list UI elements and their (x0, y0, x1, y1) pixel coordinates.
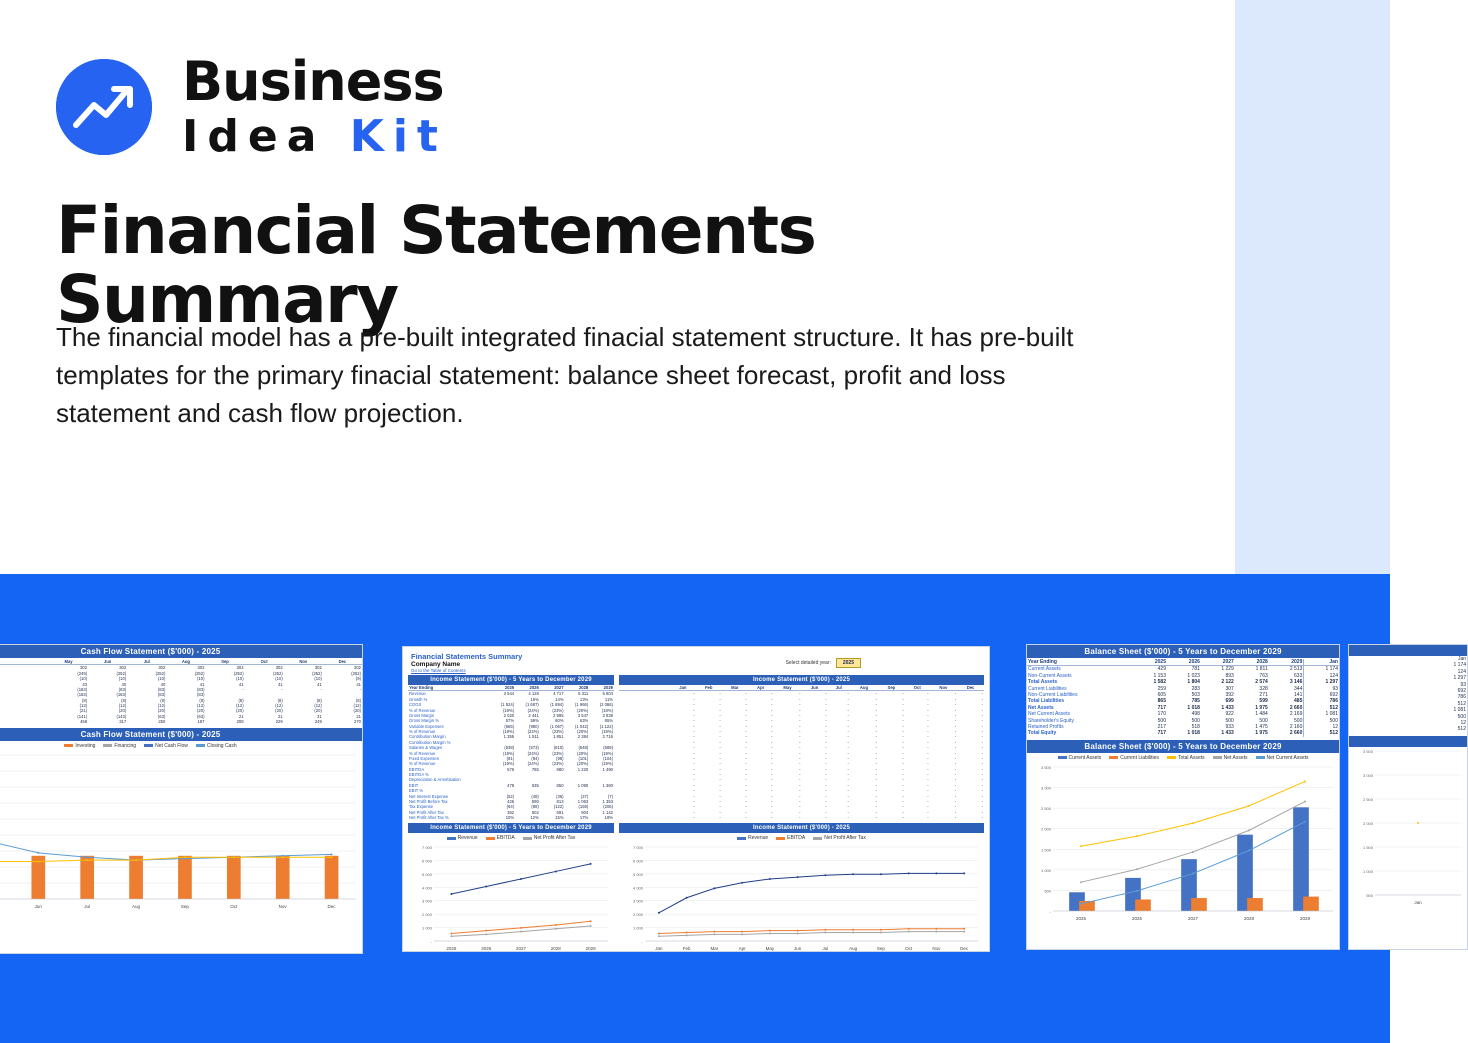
cash-flow-sheet-preview[interactable]: Cash Flow Statement ($'000) - 2025 May Jun Jul Aug Sep Oct Nov Dec 302 302 302 302 302 302 302 302 (249) (252) (252) (252) (252) (252) (252) (252) (10) (10) (10) (10) (10) (10) (10) (9) 43 40 40 41 41 41 41 41 (163) (83) (83) (83) - - - - (163) (163) (83) (83) (8) (8) (8) (8) (8) (8) (8) (8) (13) (12) (12) (12) (12) (12) (12) (12) (21) (20) (20) (20) (20) (20) (20) (20) (141) (143) (63) (63) 21 21 21 21 458 317 250 187 208 229 249 270 Cash Flow Statement ($'000) - 2025 Investing Financing Net Cash Flow Closing Cash Jun Jul Aug Sep Oct Nov Dec (0, 644, 363, 954)
svg-text:6 000: 6 000 (421, 858, 432, 864)
sheet1-title: Cash Flow Statement ($'000) - 2025 (0, 645, 362, 658)
svg-text:Dec: Dec (960, 946, 969, 952)
svg-text:2026: 2026 (481, 946, 492, 952)
brand-name-line1: Business (182, 50, 444, 113)
svg-text:2 000: 2 000 (632, 912, 643, 918)
page-title: Financial Statements Summary (56, 192, 816, 339)
svg-text:Nov: Nov (278, 903, 287, 909)
brand-logo (56, 50, 447, 162)
svg-text:2025: 2025 (1075, 915, 1087, 921)
sheet2-annual-chart (408, 843, 614, 953)
svg-text:2025: 2025 (446, 946, 457, 952)
svg-text:Aug: Aug (849, 946, 858, 952)
legend-item: Current Liabilities (1109, 755, 1159, 761)
svg-text:1 500: 1 500 (1040, 846, 1051, 852)
svg-text:3 000: 3 000 (1040, 785, 1051, 791)
legend-item: Revenue (447, 835, 478, 841)
svg-text:Jun: Jun (34, 903, 42, 909)
svg-text:1 000: 1 000 (421, 925, 432, 931)
svg-text:Mar: Mar (710, 946, 719, 952)
svg-text:4 000: 4 000 (632, 885, 643, 891)
svg-text:4 000: 4 000 (421, 885, 432, 891)
svg-text:2028: 2028 (1243, 915, 1255, 921)
svg-text:3 000: 3 000 (421, 899, 432, 905)
svg-text:Dec: Dec (327, 903, 336, 909)
svg-text:3 000: 3 000 (1362, 772, 1373, 778)
svg-text:2029: 2029 (585, 946, 596, 952)
sheet3-chart-legend (1027, 753, 1339, 763)
svg-text:2028: 2028 (550, 946, 561, 952)
sheet2-toc-link[interactable]: Go to the Table of Contents (411, 668, 466, 673)
legend-item: Current Assets (1058, 755, 1102, 761)
svg-text:5 000: 5 000 (421, 872, 432, 878)
svg-text:2 000: 2 000 (1362, 820, 1373, 826)
sheet3-chart (1027, 763, 1339, 923)
svg-text:Apr: Apr (738, 946, 746, 952)
svg-text:2029: 2029 (1299, 915, 1311, 921)
svg-text:2 000: 2 000 (421, 912, 432, 918)
legend-item: EBITDA (776, 835, 805, 841)
sheet2-doc-title: Financial Statements Summary (411, 652, 523, 661)
svg-text:1 000: 1 000 (1362, 868, 1373, 874)
sheet2-annual-chart-legend (408, 833, 614, 843)
svg-text:-: - (641, 939, 643, 945)
sheet1-chart-legend (0, 741, 362, 751)
svg-text:Jan: Jan (655, 946, 663, 952)
legend-item: EBITDA (486, 835, 515, 841)
balance-sheet-preview[interactable]: Balance Sheet ($'000) - 5 Years to December 2029 Year Ending 2025 2026 2027 2028 2029 Jan Current Assets 429 781 1 229 1 811 2 513 1 174 Non-Current Assets 1 153 1 023 893 763 633 124 Total Assets 1 582 1 804 2 122 2 574 3 146 1 297 Current Liabilities 259 283 307 328 344 93 Non-Current Liabilities 605 503 392 271 141 692 Total Liabilities 865 785 699 599 485 786 Net Assets 717 1 018 1 433 1 975 2 660 512 Net Current Assets 170 498 922 1 484 2 169 1 081 Shareholder's Equity 500 500 500 500 500 500 Retained Profits 217 518 933 1 475 2 160 12 Total Equity 717 1 018 1 433 1 975 2 660 512 Balance Sheet ($'000) - 5 Years to December 2029 Current Assets Current Liabilities Total Assets Net Assets Net Current Assets 3 500 3 000 2 500 2 000 1 500 1 000 500 - 2025 2026 2027 2028 2029 (1026, 644, 1340, 950)
svg-text:2027: 2027 (515, 946, 527, 952)
sheet1-chart (0, 751, 362, 911)
svg-text:-: - (1049, 908, 1051, 914)
svg-text:Oct: Oct (230, 903, 238, 909)
svg-text:Nov: Nov (932, 946, 941, 952)
svg-text:Sep: Sep (876, 946, 885, 952)
svg-text:3 000: 3 000 (632, 899, 643, 905)
svg-text:1 500: 1 500 (1362, 844, 1373, 850)
svg-text:Jul: Jul (822, 946, 829, 952)
sheet2-monthly-chart-legend (619, 833, 984, 843)
svg-text:Sep: Sep (180, 903, 189, 909)
legend-item: Net Profit After Tax (813, 835, 866, 841)
right-accent-panel (1235, 0, 1390, 574)
sheet2-year-select[interactable]: 2025 (836, 658, 861, 668)
legend-item: Total Assets (1167, 755, 1205, 761)
sheet2-monthly-chart-title: Income Statement ($'000) - 2025 (619, 823, 984, 833)
svg-text:2 500: 2 500 (1040, 805, 1051, 811)
brand-name-idea: Idea (182, 111, 326, 162)
svg-text:-: - (430, 939, 432, 945)
svg-text:1 000: 1 000 (1040, 867, 1051, 873)
svg-text:7 000: 7 000 (421, 845, 432, 851)
svg-text:500: 500 (1044, 888, 1051, 894)
svg-text:Aug: Aug (132, 903, 141, 909)
growth-arrow-icon (56, 59, 152, 155)
svg-text:3 500: 3 500 (1362, 748, 1373, 754)
legend-item: Investing (64, 743, 95, 749)
sheet2-annual-is-title: Income Statement ($'000) - 5 Years to December 2029 (408, 675, 614, 685)
svg-text:Jun: Jun (793, 946, 802, 952)
sheet2-monthly-chart (619, 843, 984, 953)
legend-item: Net Assets (1213, 755, 1248, 761)
sheet3-chart-title: Balance Sheet ($'000) - 5 Years to December 2029 (1027, 740, 1339, 753)
svg-text:500: 500 (1366, 892, 1373, 898)
svg-text:2 500: 2 500 (1362, 796, 1373, 802)
svg-text:5 000: 5 000 (632, 872, 643, 878)
sheet4-chart (1349, 747, 1467, 907)
svg-text:Feb: Feb (682, 946, 691, 952)
svg-text:6 000: 6 000 (632, 858, 643, 864)
legend-item: Revenue (737, 835, 768, 841)
legend-item: Net Current Assets (1256, 755, 1309, 761)
sheet2-annual-chart-title: Income Statement ($'000) - 5 Years to December 2029 (408, 823, 614, 833)
brand-name-kit: Kit (349, 111, 447, 162)
legend-item: Financing (103, 743, 136, 749)
svg-text:2 000: 2 000 (1040, 826, 1051, 832)
sheet1-chart-title: Cash Flow Statement ($'000) - 2025 (0, 728, 362, 741)
financial-statements-summary-sheet[interactable]: Financial Statements Summary Company Name Go to the Table of Contents Select detailed year: 2025 Income Statement ($'000) - 5 Years to December 2029 Year Ending 2025 2026 2027 2028 2029 Revenue 3 544 4 128 4 717 5 311 5 904 Growth % 16% 14% 13% 11% COGS (1 524) (1 687) (1 894) (1 966) (2 066) % of Revenue (19%) (24%) (23%) (20%) (19%) Gross Margin 2 020 2 441 2 985 3 547 3 838 Gross Margin % 57% 59% 60% 63% 65% Variable Expenses (665) (980) (1 067) (1 042) (1 122) % of Revenue (19%) (24%) (23%) (20%) (19%) Contribution Margin 1 355 1 511 1 851 2 384 2 716 Contribution Margin % Salaries & Wages (538) (573) (610) (648) (689) % of Revenue (19%) (24%) (23%) (20%) (19%) Fixed Expenses (91) (94) (98) (101) (104) % of Revenue (19%) (24%) (23%) (20%) (19%) EBITDA 576 765 980 1 220 1 490 EBITDA % Depreciation & Amortisation EBIT 478 635 850 1 090 1 360 EBIT % Net Interest Expense (52) (48) (36) (27) (7) Net Profit Before Tax 426 590 813 1 063 1 353 Tax Expense (64) (88) (122) (159) (206) Net Profit After Tax 362 502 691 904 1 142 Net Profit After Tax % 10% 12% 15% 17% 19% Income Statement ($'000) - 2025 Jan Feb Mar Apr May Jun Jul Aug Sep Oct Nov Dec - - - - - - - - - - - - - - - - - - - - - - - - - - - - - - - - - - - - - - - - - - - - - - - - - - - - - - - - - - - - - - - - - - - - - - - - - - - - - - - - - - - - - - - - - - - - - - - - - - - - - - - - - - - - - - - - - - - - - - - - - - - - - - - - - - - - - - - - - - - - - - - - - - - - - - - - - - - - - - - - - - - - - - - - - - - - - - - - - - - - - - - - - - - - - - - - - - - - - - - - - - - - - - - - - - - - - - - - - - - - - - - - - - - - - - - - - - - - - - - - - - - - - - - - - - - - - - - - - - - - - - - - - - - - - - - - - - - - - - - - - - - - - - - - Income Statement ($'000) - 5 Years to December 2029 Revenue EBITDA Net Profit After Tax 7 000 6 000 5 000 4 000 3 000 2 000 1 000 - 2025 2026 2027 2028 2029 Income Statement ($'000) - 2025 Revenue EBITDA Net Profit After Tax 7 000 6 000 5 000 4 000 3 000 2 000 1 000 - Jan Feb Mar Apr May Jun Jul Aug Sep Oct Nov Dec (402, 646, 990, 952)
sheet2-monthly-is-title: Income Statement ($'000) - 2025 (619, 675, 984, 685)
sheet3-title: Balance Sheet ($'000) - 5 Years to December 2029 (1027, 645, 1339, 658)
legend-item: Net Cash Flow (144, 743, 188, 749)
svg-text:2027: 2027 (1187, 915, 1199, 921)
svg-text:Oct: Oct (905, 946, 913, 952)
svg-text:2026: 2026 (1131, 915, 1143, 921)
page-description: The financial model has a pre-built integrated finacial statement structure. It has pre-built templates for the primary finacial statement: balance sheet forecast, profit and loss statement and cash flow projection. (56, 322, 1074, 429)
legend-item: Closing Cash (196, 743, 237, 749)
bottom-blue-area (0, 574, 1466, 1043)
sheet2-company-name: Company Name (411, 661, 461, 668)
svg-text:7 000: 7 000 (632, 845, 643, 851)
svg-text:Jan: Jan (1414, 899, 1422, 905)
svg-text:May: May (765, 946, 775, 952)
sheet2-year-select-label: Select detailed year: (785, 660, 831, 666)
svg-text:Jul: Jul (84, 903, 91, 909)
balance-sheet-preview-2[interactable]: Jan 1 174 124 1 297 93 692 786 512 1 081 500 12 512 3 500 3 000 2 500 2 000 1 500 1 000 500 Jan (1348, 644, 1468, 950)
svg-text:1 000: 1 000 (632, 925, 643, 931)
legend-item: Net Profit After Tax (523, 835, 576, 841)
svg-text:3 500: 3 500 (1040, 764, 1051, 770)
